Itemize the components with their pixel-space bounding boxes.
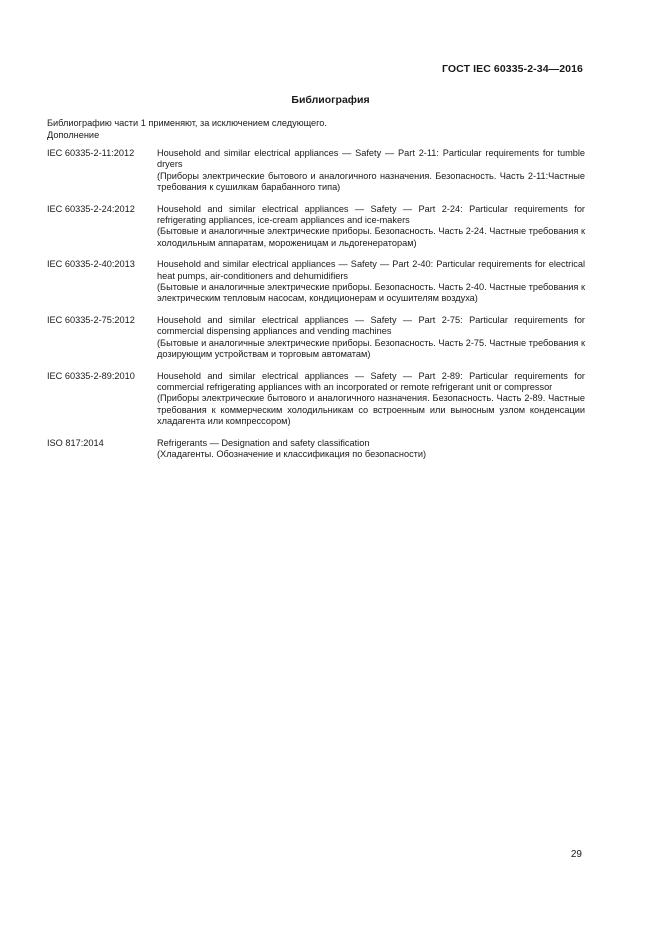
document-header: ГОСТ IEC 60335-2-34—2016 [441, 63, 583, 75]
entry-description [157, 204, 585, 250]
entry-description [157, 371, 585, 428]
entry-description [157, 148, 585, 194]
entry-description [157, 315, 585, 361]
entry-code: IEC 60335-2-24:2012 [47, 203, 135, 214]
entry-title-ru: (Приборы электрические бытового и аналогичного назначения. Безопасность. Часть 2-11:Частные требования к сушилкам барабанного типа) [157, 170, 585, 193]
entry-title-ru: (Бытовые и аналогичные электрические приборы. Безопасность. Часть 2-75. Частные требования к дозирующим устройствам и торговым автоматам) [157, 337, 585, 360]
bibliography-entry [47, 259, 585, 305]
entry-code: IEC 60335-2-89:2010 [47, 370, 135, 381]
page-number: 29 [570, 849, 582, 860]
bibliography-entry [47, 204, 585, 250]
entry-title-en: Household and similar electrical appliances — Safety — Part 2-11: Particular requirements for tumble dryers [157, 148, 585, 170]
intro-line-1: Библиографию части 1 применяют, за исключением следующего. [47, 118, 327, 128]
bibliography-entry [47, 315, 585, 361]
entry-title-ru: (Хладагенты. Обозначение и классификация по безопасности) [157, 448, 427, 459]
intro-line-2: Дополнение [47, 129, 100, 140]
bibliography-entry [47, 371, 585, 428]
entry-code: IEC 60335-2-11:2012 [47, 148, 135, 158]
page-title: Библиография [291, 94, 370, 106]
entry-description [157, 438, 585, 461]
bibliography-list [47, 148, 585, 470]
entry-code: IEC 60335-2-75:2012 [47, 314, 135, 325]
entry-title-en: Household and similar electrical appliances — Safety — Part 2-75: Particular requirements for commercial dispensing appliances and vending machines [157, 314, 585, 337]
intro-text [47, 118, 587, 141]
entry-title-ru: (Приборы электрические бытового и аналогичного назначения. Безопасность. Часть 2-89. Частные требования к коммерческим холодильникам со встроенным или выносным узлом конденсации хладагента или компрессором) [157, 393, 585, 427]
entry-title-en: Refrigerants — Designation and safety classification [157, 437, 370, 448]
entry-title-ru: (Бытовые и аналогичные электрические приборы. Безопасность. Часть 2-40. Частные требования к электрическим тепловым насосам, кондиционерам и осушителям воздуха) [157, 282, 585, 304]
entry-title-en: Household and similar electrical appliances — Safety — Part 2-40: Particular requirements for electrical heat pumps, air-conditioners and dehumidifiers [157, 259, 585, 281]
entry-title-en: Household and similar electrical appliances — Safety — Part 2-24: Particular requirements for refrigerating appliances, ice-cream appliances and ice-makers [157, 203, 585, 226]
entry-title-en: Household and similar electrical appliances — Safety — Part 2-89: Particular requirements for commercial refrigerating appliances with an incorporated or remote refrigerant unit or compressor [157, 370, 585, 392]
bibliography-entry [47, 438, 585, 461]
bibliography-entry [47, 148, 585, 194]
entry-description [157, 259, 585, 305]
entry-title-ru: (Бытовые и аналогичные электрические приборы. Безопасность. Часть 2-24. Частные требования к холодильным аппаратам, мороженицам и льдогенераторам) [157, 226, 585, 248]
entry-code: IEC 60335-2-40:2013 [47, 259, 135, 270]
entry-code: ISO 817:2014 [47, 437, 104, 448]
